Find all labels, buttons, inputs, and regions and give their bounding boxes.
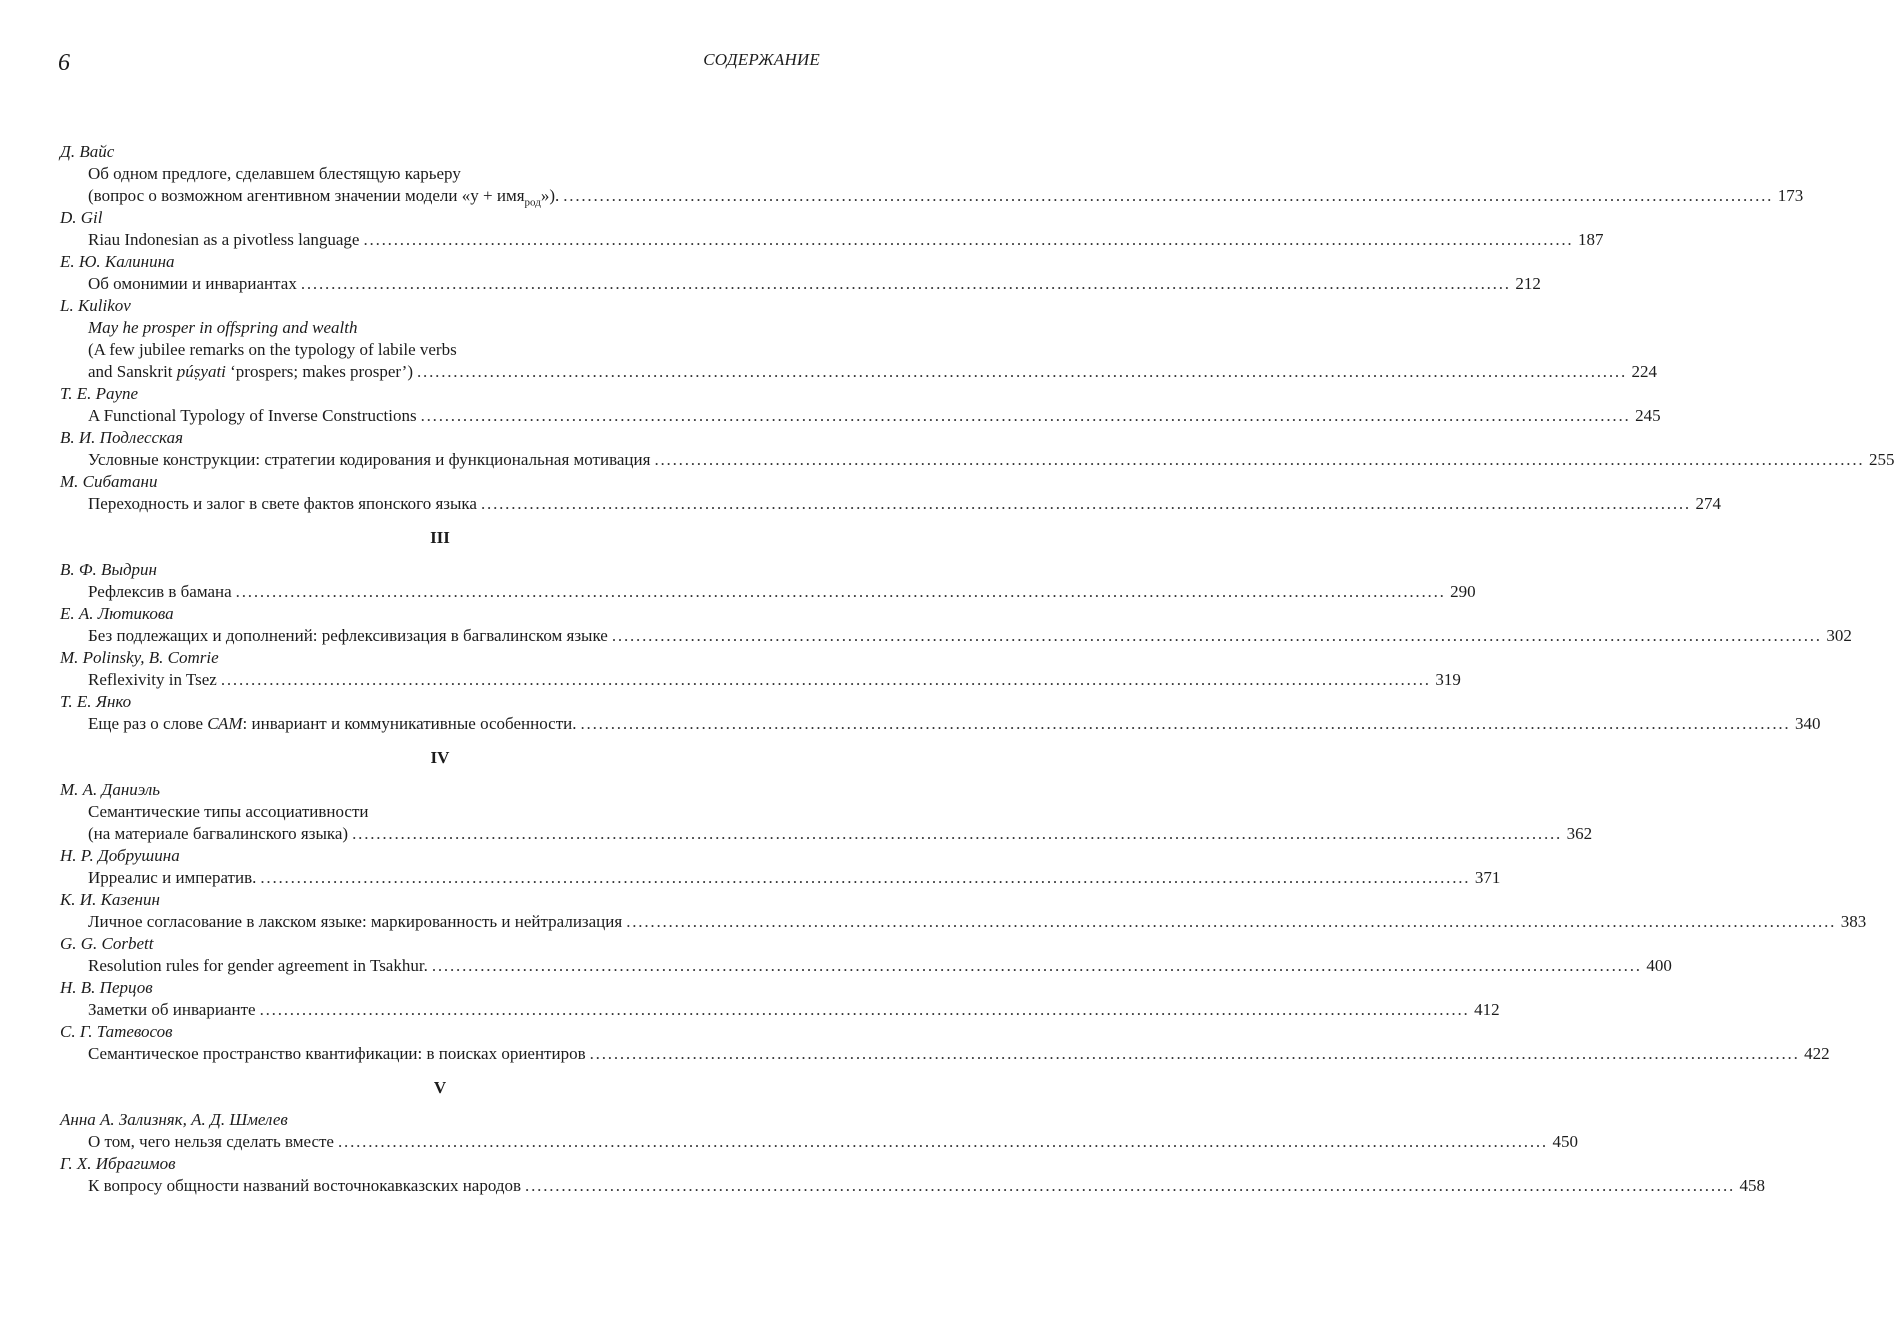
toc-entry <box>60 1109 1578 1153</box>
entry-page-number: 302 <box>1826 626 1852 645</box>
toc-entry <box>60 471 1721 515</box>
page-number: 6 <box>58 50 70 76</box>
italic-term: púṣyati <box>176 362 226 381</box>
entry-page-number: 362 <box>1566 824 1593 843</box>
toc-entry <box>60 559 1476 603</box>
entry-page-number: 274 <box>1695 494 1721 513</box>
entry-page-number: 400 <box>1646 956 1672 975</box>
toc-entry <box>60 933 1672 977</box>
toc-entry <box>60 647 1461 691</box>
dot-leader: ........................................................................................................................................................................................................ <box>563 186 1774 205</box>
dot-leader: ........................................................................................................................................................................................................ <box>260 868 1471 887</box>
dot-leader: ........................................................................................................................................................................................................ <box>589 1044 1800 1063</box>
entry-page-number: 383 <box>1840 912 1867 931</box>
dot-leader: ........................................................................................................................................................................................................ <box>611 626 1822 645</box>
entry-page-number: 212 <box>1515 274 1541 293</box>
entry-page-number: 255 <box>1868 450 1894 469</box>
entry-title-last-line <box>60 405 1661 427</box>
dot-leader: ........................................................................................................................................................................................................ <box>300 274 1511 293</box>
section-heading: IV <box>430 748 450 767</box>
entry-title-text: Без подлежащих и дополнений: рефлексивизация в багвалинском языке <box>88 626 608 645</box>
entry-title-last-line <box>60 361 1657 383</box>
entry-author: Е. А. Лютикова <box>60 604 174 623</box>
dot-leader: ........................................................................................................................................................................................................ <box>480 494 1691 513</box>
entry-page-number: 319 <box>1435 670 1461 689</box>
entry-title-last-line <box>60 669 1461 691</box>
entry-author: М. Сибатани <box>60 472 158 491</box>
dot-leader: ........................................................................................................................................................................................................ <box>259 1000 1470 1019</box>
dot-leader: ........................................................................................................................................................................................................ <box>220 670 1431 689</box>
entry-page-number: 412 <box>1474 1000 1500 1019</box>
entry-title-last-line <box>60 1175 1766 1197</box>
entry-title-last-line <box>60 867 1501 889</box>
entry-author: К. И. Казенин <box>60 890 160 909</box>
entry-title-last-line <box>60 1043 1830 1065</box>
entry-title-last-line <box>60 999 1500 1021</box>
entry-title-text: Riau Indonesian as a pivotless language <box>88 230 360 249</box>
title-text-part: »). <box>540 186 560 205</box>
entry-title-text <box>88 361 413 383</box>
entry-title-text: A Functional Typology of Inverse Constructions <box>88 406 417 425</box>
entry-title-text: Переходность и залог в свете фактов японского языка <box>88 494 477 513</box>
entry-title-text: Об омонимии и инвариантах <box>88 274 297 293</box>
italic-term: САМ <box>207 714 243 733</box>
entry-author: L. Kulikov <box>60 296 131 315</box>
dot-leader: ........................................................................................................................................................................................................ <box>363 230 1574 249</box>
toc-entry <box>60 779 1593 845</box>
entry-author: Н. В. Перцов <box>60 978 153 997</box>
subscript-text: род <box>524 196 541 209</box>
entry-title-text: Заметки об инварианте <box>88 1000 256 1019</box>
dot-leader: ........................................................................................................................................................................................................ <box>654 450 1865 469</box>
entry-author: Анна А. Зализняк, А. Д. Шмелев <box>60 1110 288 1129</box>
title-text-part: : инвариант и коммуникативные особенности. <box>242 714 577 733</box>
dot-leader: ........................................................................................................................................................................................................ <box>420 406 1631 425</box>
entry-page-number: 450 <box>1552 1132 1578 1151</box>
dot-leader: ........................................................................................................................................................................................................ <box>431 956 1642 975</box>
dot-leader: ........................................................................................................................................................................................................ <box>626 912 1837 931</box>
entry-author: M. Polinsky, B. Comrie <box>60 648 219 667</box>
entry-title-last-line <box>60 493 1721 515</box>
entry-title-last-line <box>60 625 1852 647</box>
entry-author: В. Ф. Выдрин <box>60 560 157 579</box>
title-text-part: Еще раз о слове <box>88 714 208 733</box>
section-heading: III <box>430 528 450 547</box>
entry-author: Е. Ю. Калинина <box>60 252 175 271</box>
entry-title-text: Рефлексив в бамана <box>88 582 232 601</box>
entry-author: М. А. Даниэль <box>60 780 161 799</box>
entry-title-line: Об одном предлоге, сделавшем блестящую карьеру <box>88 164 461 183</box>
dot-leader: ........................................................................................................................................................................................................ <box>352 824 1563 843</box>
entry-title-text: Условные конструкции: стратегии кодирования и функциональная мотивация <box>88 450 651 469</box>
entry-page-number: 340 <box>1794 714 1821 733</box>
entry-page-number: 224 <box>1631 362 1657 381</box>
entry-page-number: 371 <box>1474 868 1501 887</box>
toc-entry <box>60 603 1852 647</box>
entry-page-number: 187 <box>1577 230 1604 249</box>
entry-title-line: May he prosper in offspring and wealth <box>88 318 358 337</box>
dot-leader: ........................................................................................................................................................................................................ <box>235 582 1446 601</box>
entry-page-number: 290 <box>1450 582 1476 601</box>
entry-title-text <box>88 713 576 735</box>
entry-title-text: О том, чего нельзя сделать вместе <box>88 1132 334 1151</box>
entry-title-text: Resolution rules for gender agreement in Tsakhur. <box>88 956 428 975</box>
entry-author: С. Г. Татевосов <box>60 1022 173 1041</box>
entry-page-number: 245 <box>1635 406 1661 425</box>
dot-leader: ........................................................................................................................................................................................................ <box>417 362 1627 381</box>
entry-author: G. G. Corbett <box>60 934 154 953</box>
toc-entry <box>60 251 1541 295</box>
dot-leader: ........................................................................................................................................................................................................ <box>580 714 1791 733</box>
entry-title-text <box>88 185 559 207</box>
toc-entry <box>60 691 1821 735</box>
entry-title-last-line <box>60 273 1541 295</box>
entry-author: Г. Х. Ибрагимов <box>60 1154 176 1173</box>
toc-entry <box>60 1153 1766 1197</box>
entry-title-last-line <box>60 823 1593 845</box>
running-head: СОДЕРЖАНИЕ <box>703 50 820 69</box>
entry-title-last-line <box>60 1131 1578 1153</box>
toc-entry <box>60 845 1501 889</box>
toc-entry <box>60 889 1867 933</box>
entry-title-last-line <box>60 911 1867 933</box>
entry-title-text: Reflexivity in Tsez <box>88 670 217 689</box>
toc-entry <box>60 383 1661 427</box>
entry-title-last-line <box>60 229 1604 251</box>
toc-entry <box>60 977 1500 1021</box>
entry-title-text: Ирреалис и императив. <box>88 868 257 887</box>
entry-author: Н. Р. Добрушина <box>60 846 180 865</box>
entry-title-last-line <box>60 955 1672 977</box>
entry-title-text: К вопросу общности названий восточнокавказских народов <box>88 1176 522 1195</box>
entry-title-text: (на материале багвалинского языка) <box>88 824 349 843</box>
title-text-part: and Sanskrit <box>88 362 177 381</box>
toc-entry <box>60 207 1604 251</box>
title-text-part: ‘prospers; makes prosper’) <box>225 362 413 381</box>
toc-entry <box>60 1021 1830 1065</box>
entry-title-line: (A few jubilee remarks on the typology of labile verbs <box>88 340 457 359</box>
toc-entry <box>60 427 1894 471</box>
entry-author: Т. Е. Янко <box>60 692 132 711</box>
entry-title-line: Семантические типы ассоциативности <box>88 802 369 821</box>
entry-author: D. Gil <box>60 208 103 227</box>
entry-author: В. И. Подлесская <box>60 428 183 447</box>
entry-page-number: 422 <box>1804 1044 1830 1063</box>
entry-author: Д. Вайс <box>60 142 115 161</box>
entry-title-last-line <box>60 713 1821 735</box>
entry-title-last-line <box>60 449 1894 471</box>
entry-title-last-line <box>60 581 1476 603</box>
toc-entry <box>60 295 1657 383</box>
section-heading: V <box>433 1078 447 1097</box>
table-of-contents <box>60 141 1894 1197</box>
entry-title-text: Семантическое пространство квантификации: в поисках ориентиров <box>88 1044 586 1063</box>
entry-page-number: 173 <box>1777 186 1804 205</box>
title-text-part: (вопрос о возможном агентивном значении модели «у + имя <box>88 186 525 205</box>
dot-leader: ........................................................................................................................................................................................................ <box>525 1176 1736 1195</box>
toc-entry <box>60 141 1804 209</box>
entry-page-number: 458 <box>1739 1176 1766 1195</box>
entry-author: T. E. Payne <box>60 384 139 403</box>
dot-leader: ........................................................................................................................................................................................................ <box>337 1132 1548 1151</box>
entry-title-last-line <box>60 185 1804 209</box>
entry-title-text: Личное согласование в лакском языке: маркированность и нейтрализация <box>88 912 623 931</box>
